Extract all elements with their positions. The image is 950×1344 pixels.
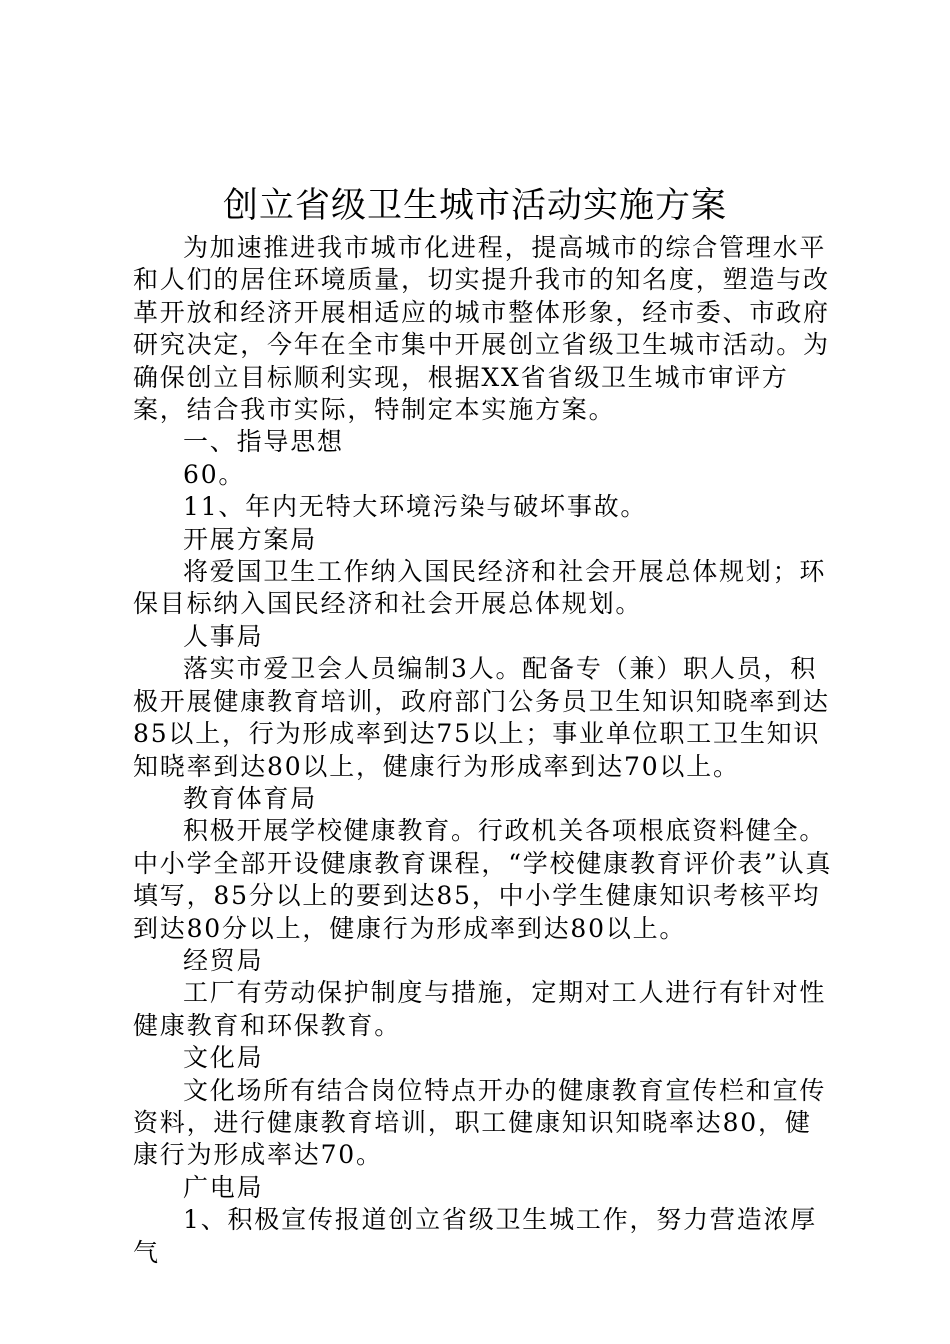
document-body [133, 232, 833, 1269]
paragraph-education-sports-bureau: 积极开展学校健康教育。行政机关各项根底资料健全。中小学全部开设健康教育课程，“学校健康教育评价表”认真填写，85分以上的要到达85，中小学生健康知识考核平均到达80分以上，健康行为形成率到达80以上。 [133, 816, 833, 943]
heading-education-sports-bureau: 教育体育局 [183, 783, 318, 813]
heading-culture-bureau: 文化局 [183, 1043, 264, 1073]
paragraph-intro: 为加速推进我市城市化进程，提高城市的综合管理水平和人们的居住环境质量，切实提升我市的知名度，塑造与改革开放和经济开展相适应的城市整体形象，经市委、市政府研究决定，今年在全市集中开展创立省级卫生城市活动。为确保创立目标顺利实现，根据XX省省级卫生城市审评方案，结合我市实际，特制定本实施方案。 [133, 233, 830, 425]
document-title: 创立省级卫生城市活动实施方案 [222, 186, 727, 226]
paragraph-personnel-bureau: 落实市爱卫会人员编制3人。配备专（兼）职人员，积极开展健康教育培训，政府部门公务员卫生知识知晓率到达85以上，行为形成率到达75以上；事业单位职工卫生知识知晓率到达80以上，健康行为形成率到达70以上。 [133, 654, 830, 781]
paragraph-item-11: 11、年内无特大环境污染与破坏事故。 [183, 492, 648, 522]
paragraph-culture-bureau: 文化场所有结合岗位特点开办的健康教育宣传栏和宣传资料，进行健康教育培训，职工健康知识知晓率达80，健康行为形成率达70。 [133, 1075, 827, 1170]
heading-economic-trade-bureau: 经贸局 [183, 945, 264, 975]
heading-broadcast-bureau: 广电局 [183, 1172, 264, 1202]
paragraph-fragment: 60。 [183, 459, 246, 489]
heading-guiding-thought: 一、指导思想 [183, 427, 344, 457]
heading-planning-bureau: 开展方案局 [183, 524, 318, 554]
paragraph-planning-bureau: 将爱国卫生工作纳入国民经济和社会开展总体规划；环保目标纳入国民经济和社会开展总体规划。 [133, 557, 827, 619]
heading-personnel-bureau: 人事局 [183, 621, 264, 651]
paragraph-broadcast-bureau: 1、积极宣传报道创立省级卫生城工作，努力营造浓厚气 [133, 1205, 818, 1267]
paragraph-economic-trade-bureau: 工厂有劳动保护制度与措施，定期对工人进行有针对性健康教育和环保教育。 [133, 978, 827, 1040]
